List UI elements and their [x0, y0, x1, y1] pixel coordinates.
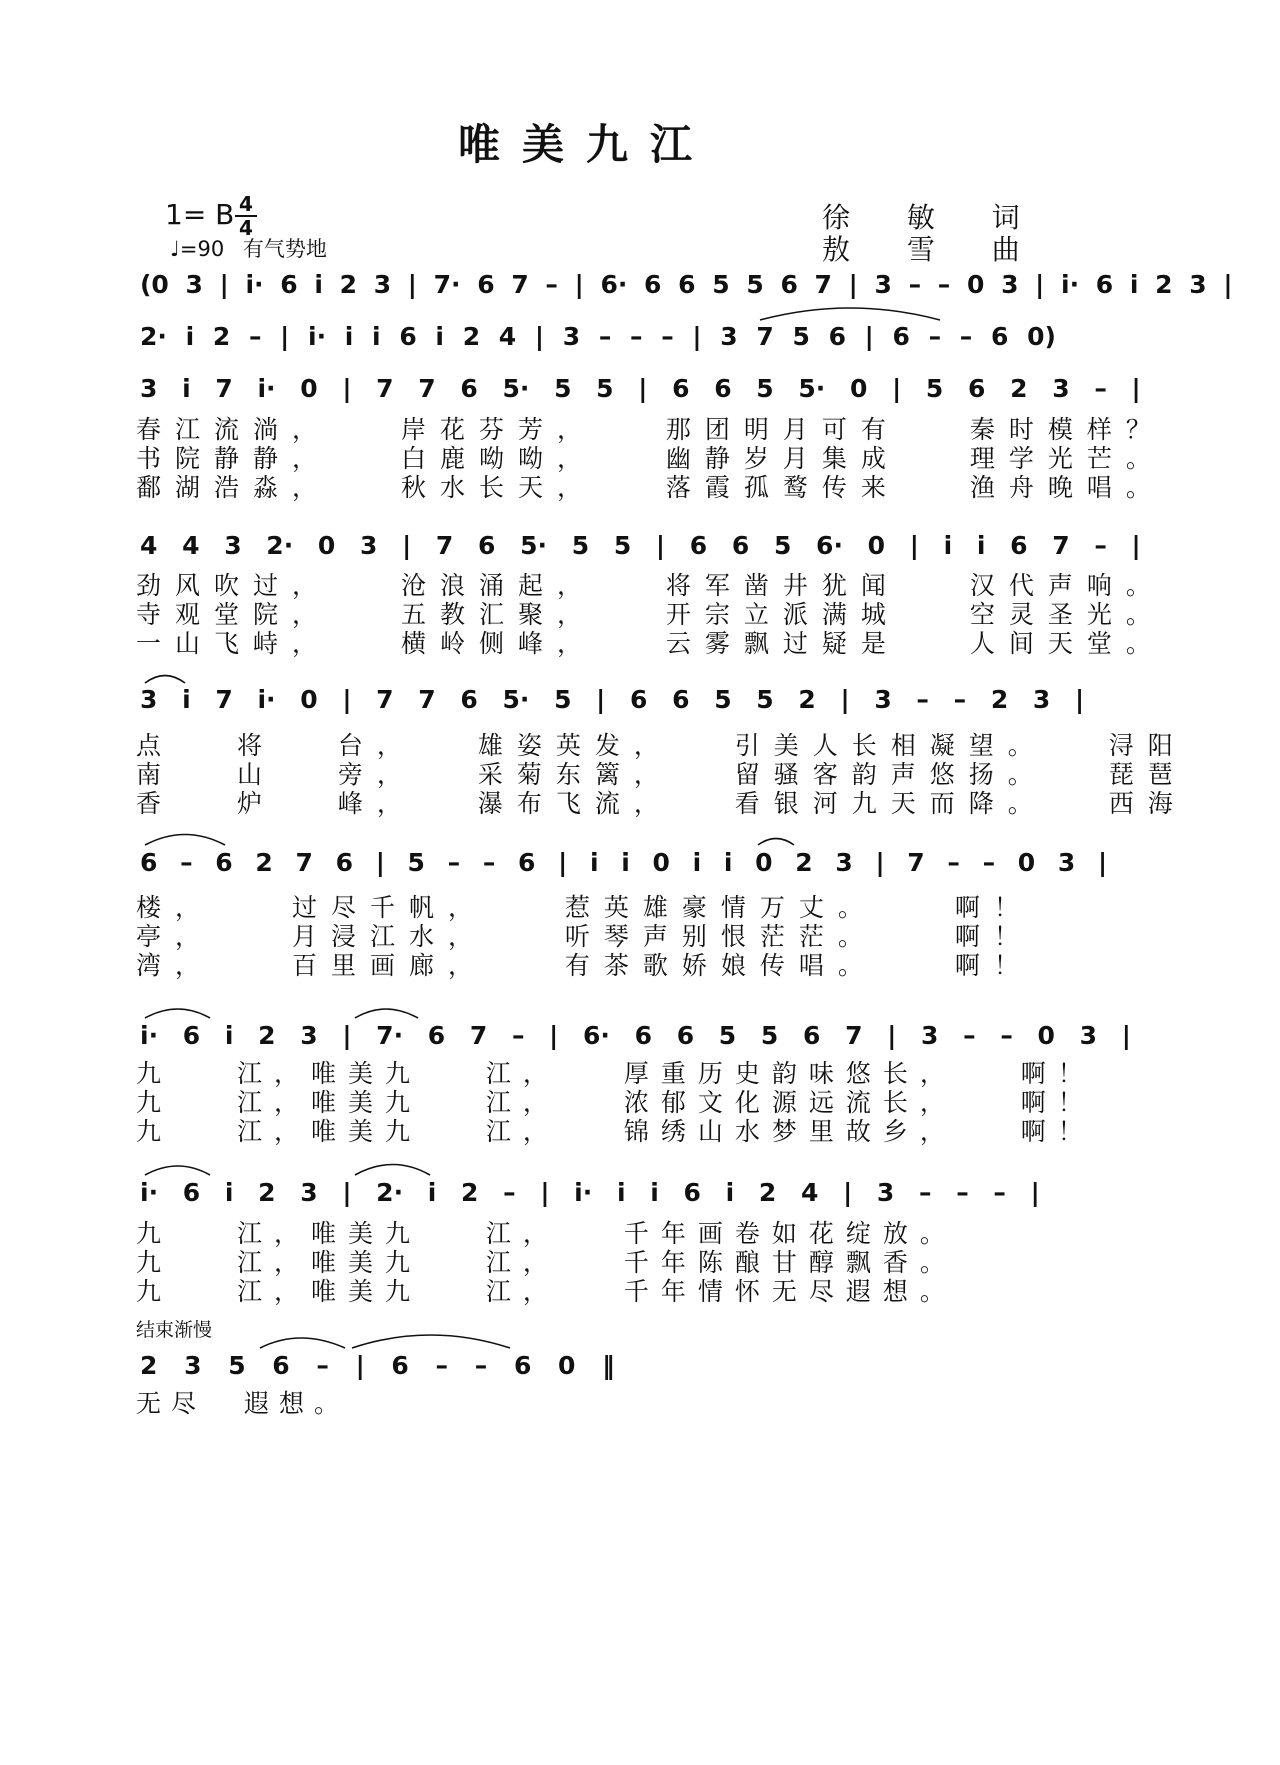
lyric-row-3-verse-1: 春江流淌， 岸花芬芳， 那团明月可有 秦时模样？ [136, 415, 1165, 444]
lyric-row-7-verse-3: 九 江，唯美九 江， 锦绣山水梦里故乡， 啊！ [136, 1117, 1095, 1146]
notation-row-6: 6 – 6 2 7 6 | 5 – – 6 | i i 0 i i 0 2 3 | 7 – – 0 3 | [140, 848, 1108, 877]
lyric-row-5-verse-1: 点 将 台， 雄姿英发， 引美人长相凝望。 浔阳 [136, 731, 1187, 760]
notation-row-7: i· 6 i 2 3 | 7· 6 7 – | 6· 6 6 5 5 6 7 | 3 – – 0 3 | [140, 1021, 1131, 1050]
time-signature-bottom: 4 [239, 216, 253, 240]
lyric-row-8-verse-3: 九 江，唯美九 江， 千年情怀无尽遐想。 [136, 1277, 957, 1306]
time-signature-top: 4 [239, 192, 253, 216]
lyric-row-3-verse-2: 书院静静， 白鹿呦呦， 幽静岁月集成 理学光芒。 [136, 444, 1165, 473]
lyric-row-6-verse-3: 湾， 百里画廊， 有茶歌娇娘传唱。 啊！ [136, 951, 1033, 980]
notation-row-1: (0 3 | i· 6 i 2 3 | 7· 6 7 – | 6· 6 6 5 5 6 7 | 3 – – 0 3 | i· 6 i 2 3 | [140, 270, 1233, 299]
slur-row-7b [355, 1009, 418, 1018]
tempo-value: ♩=90 [170, 237, 225, 261]
lyric-row-6-verse-2: 亭， 月浸江水， 听琴声别恨茫茫。 啊！ [136, 922, 1033, 951]
lyric-row-6-verse-1: 楼， 过尽千帆， 惹英雄豪情万丈。 啊！ [136, 893, 1033, 922]
slur-row-6 [145, 835, 225, 846]
slur-row-2 [760, 308, 940, 320]
lyric-row-8-verse-1: 九 江，唯美九 江， 千年画卷如花绽放。 [136, 1219, 957, 1248]
expression-mark: 有气势地 [242, 237, 327, 261]
lyric-row-4-verse-2: 寺观堂院， 五教汇聚， 开宗立派满城 空灵圣光。 [136, 600, 1165, 629]
ending-marking: 结束渐慢 [136, 1319, 213, 1341]
lyric-row-5-verse-3: 香 炉 峰， 瀑布飞流， 看银河九天而降。 西海 [136, 789, 1187, 818]
lyric-row-8-verse-2: 九 江，唯美九 江， 千年陈酿甘醇飘香。 [136, 1248, 957, 1277]
lyric-row-4-verse-1: 劲风吹过， 沧浪涌起， 将军凿井犹闻 汉代声响。 [136, 571, 1165, 600]
slur-row-5 [145, 676, 185, 684]
lyric-row-5-verse-2: 南 山 旁， 采菊东篱， 留骚客韵声悠扬。 琵琶 [136, 760, 1187, 789]
lyric-row-3-verse-3: 鄱湖浩淼， 秋水长天， 落霞孤鹜传来 渔舟晚唱。 [136, 473, 1165, 502]
key-label: 1= B [165, 198, 235, 231]
lyric-row-4-verse-3: 一山飞峙， 横岭侧峰， 云雾飘过疑是 人间天堂。 [136, 629, 1165, 658]
slur-row-7 [145, 1009, 210, 1018]
notation-row-5: 3 i 7 i· 0 | 7 7 6 5· 5 | 6 6 5 5 2 | 3 – – 2 3 | [140, 685, 1085, 714]
slur-row-8 [145, 1166, 210, 1175]
slur-row-8b [355, 1165, 430, 1176]
slur-row-9b [352, 1335, 510, 1348]
notation-row-2: 2· i 2 – | i· i i 6 i 2 4 | 3 – – – | 3 7 5 6 | 6 – – 6 0) [140, 322, 1056, 351]
notation-row-4: 4 4 3 2· 0 3 | 7 6 5· 5 5 | 6 6 5 6· 0 | i i 6 7 – | [140, 531, 1141, 560]
notation-row-8: i· 6 i 2 3 | 2· i 2 – | i· i i 6 i 2 4 | 3 – – – | [140, 1178, 1040, 1207]
lyricist-credit: 徐 敏 词 [822, 201, 1044, 234]
page-title: 唯美九江 [458, 120, 715, 169]
lyric-row-9: 无尽 遐想。 [136, 1389, 349, 1418]
slur-row-6b [758, 839, 794, 846]
lyric-row-7-verse-2: 九 江，唯美九 江， 浓郁文化源远流长， 啊！ [136, 1088, 1095, 1117]
notation-row-3: 3 i 7 i· 0 | 7 7 6 5· 5 5 | 6 6 5 5· 0 | 5 6 2 3 – | [140, 374, 1141, 403]
composer-credit: 敖 雪 曲 [822, 233, 1044, 266]
notation-row-9: 2 3 5 6 – | 6 – – 6 0 ‖ [140, 1351, 615, 1380]
lyric-row-7-verse-1: 九 江，唯美九 江， 厚重历史韵味悠长， 啊！ [136, 1059, 1095, 1088]
slur-row-9 [260, 1338, 345, 1348]
